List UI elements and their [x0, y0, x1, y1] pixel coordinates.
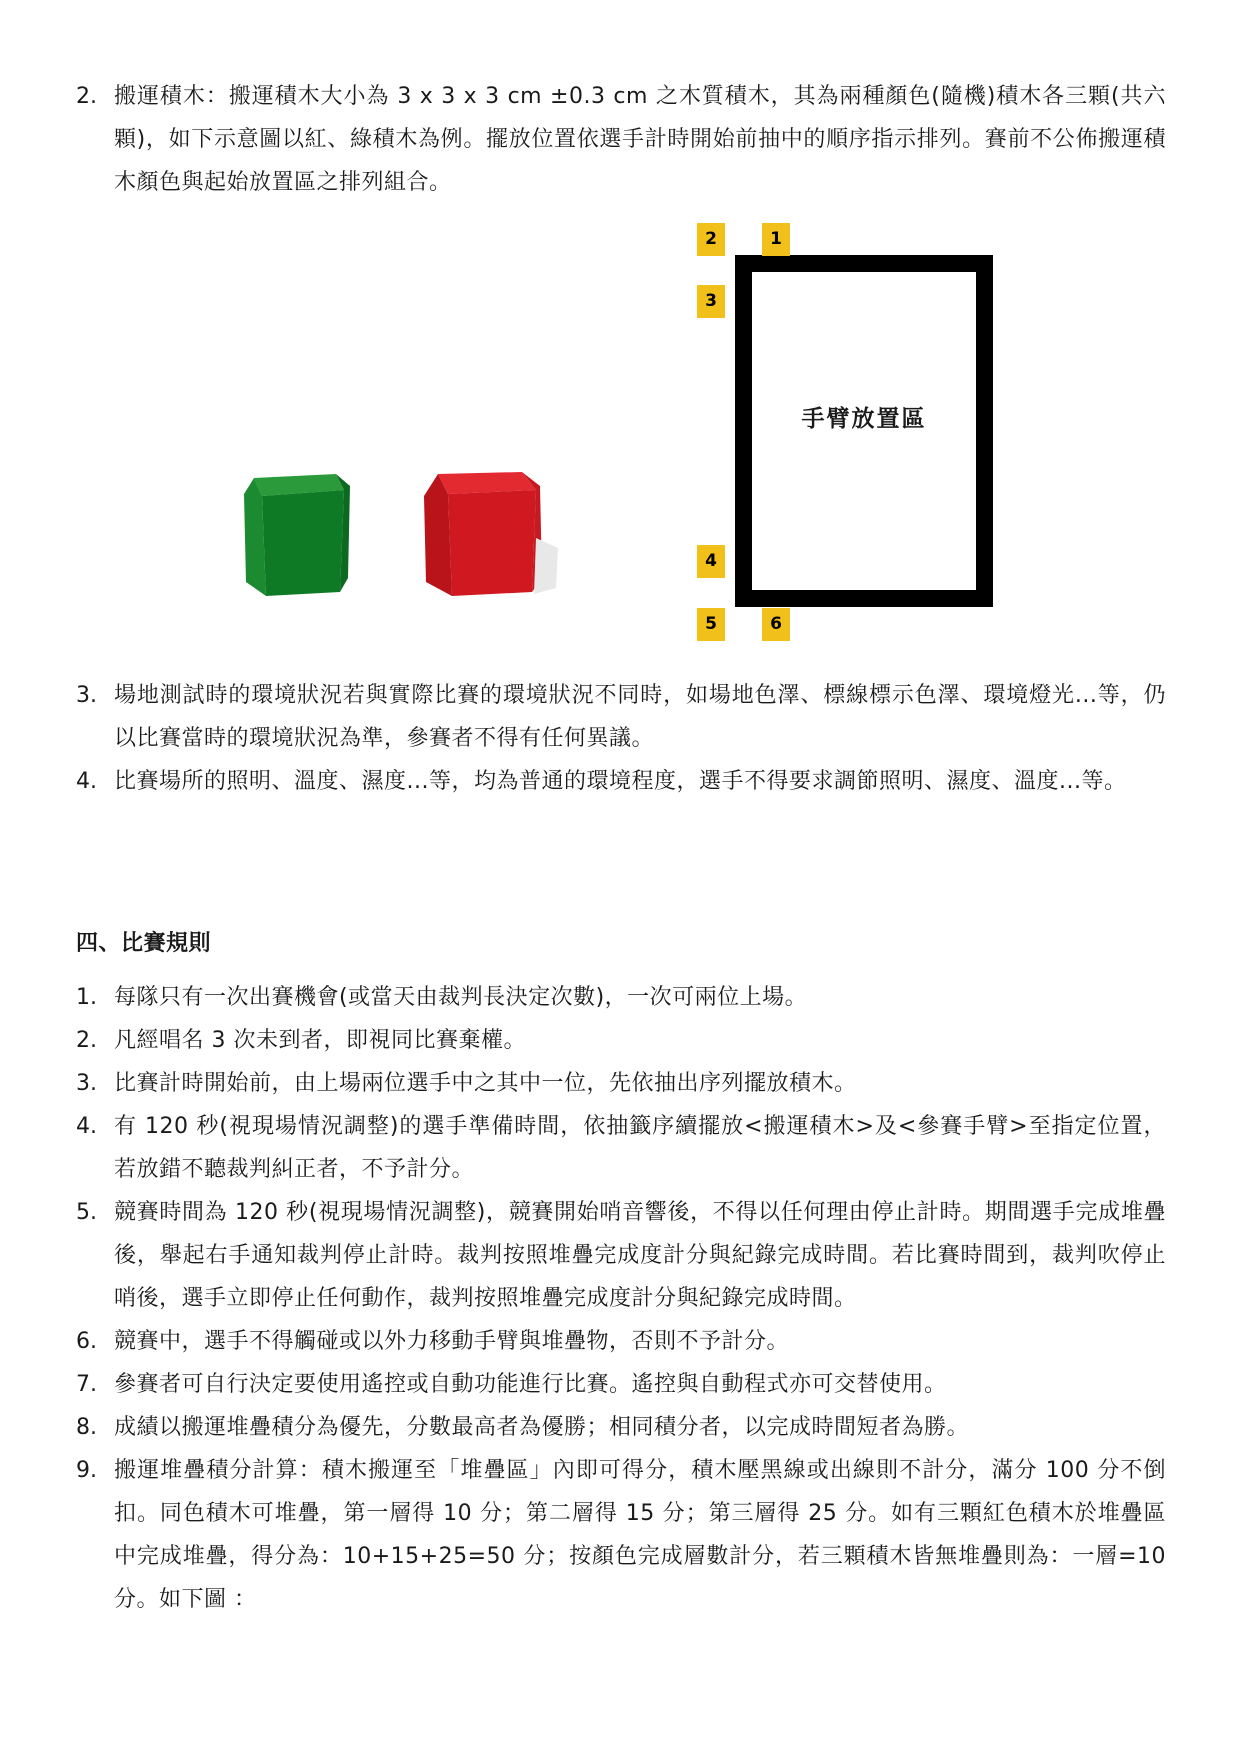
- list-item-number: 1.: [76, 985, 97, 1010]
- list-item: [76, 1105, 1166, 1191]
- list-item: [76, 1406, 1166, 1449]
- list-item-number: 7.: [76, 1372, 97, 1397]
- list-item: [76, 1320, 1166, 1363]
- arm-placement-area-label: 手臂放置區: [801, 405, 927, 432]
- red-block-image: [418, 468, 560, 598]
- list-item-text: 場地測試時的環境狀況若與實際比賽的環境狀況不同時，如場地色澤、標線標示色澤、環境燈光...等，仍以比賽當時的環境狀況為準，參賽者不得有任何異議。: [114, 683, 1166, 751]
- list-item: [76, 1019, 1166, 1062]
- list-item-number: 8.: [76, 1415, 97, 1440]
- section-heading: 四、比賽規則: [76, 931, 212, 956]
- list-item: [76, 1062, 1166, 1105]
- block-layout-figure: [230, 218, 1030, 648]
- list-item: [76, 976, 1166, 1019]
- list-item-text: 比賽場所的照明、溫度、濕度...等，均為普通的環境程度，選手不得要求調節照明、濕度、溫度...等。: [114, 769, 1127, 794]
- list-item-number: 9.: [76, 1458, 97, 1483]
- list-item-number: 6.: [76, 1329, 97, 1354]
- list-item: [76, 674, 1166, 760]
- list-item-text: 競賽時間為 120 秒(視現場情況調整)，競賽開始哨音響後，不得以任何理由停止計時。期間選手完成堆疊後，舉起右手通知裁判停止計時。裁判按照堆疊完成度計分與紀錄完成時間。若比賽時間到，裁判吹停止哨後，選手立即停止任何動作，裁判按照堆疊完成度計分與紀錄完成時間。: [114, 1200, 1166, 1311]
- position-marker: 1: [762, 223, 790, 256]
- list-item-number: 3.: [76, 1071, 97, 1096]
- list-item-text: 有 120 秒(視現場情況調整)的選手準備時間，依抽籤序續擺放<搬運積木>及<參賽手臂>至指定位置，若放錯不聽裁判糾正者，不予計分。: [114, 1114, 1166, 1182]
- list-item-text: 成績以搬運堆疊積分為優先，分數最高者為優勝；相同積分者，以完成時間短者為勝。: [114, 1415, 970, 1440]
- list-item-number: 4.: [76, 1114, 97, 1139]
- list-item: [76, 1449, 1166, 1621]
- list-item: [76, 760, 1166, 803]
- list-item-number: 2.: [76, 84, 97, 109]
- list-item-text: 參賽者可自行決定要使用遙控或自動功能進行比賽。遙控與自動程式亦可交替使用。: [114, 1372, 947, 1397]
- list-item: [76, 75, 1166, 204]
- list-item: [76, 1363, 1166, 1406]
- position-marker: 5: [697, 608, 725, 641]
- list-item-text: 搬運堆疊積分計算：積木搬運至「堆疊區」內即可得分，積木壓黑線或出線則不計分，滿分 100 分不倒扣。同色積木可堆疊，第一層得 10 分；第二層得 15 分；第三層得 25 分。如有三顆紅色積木於堆疊區中完成堆疊，得分為：10+15+25=50 分；按顏色完成層數計分，若三顆積木皆無堆疊則為：一層=10 分。如下圖 ：: [114, 1458, 1166, 1612]
- list-item-text: 每隊只有一次出賽機會(或當天由裁判長決定次數)，一次可兩位上場。: [114, 985, 808, 1010]
- list-item-text: 搬運積木：搬運積木大小為 3 x 3 x 3 cm ±0.3 cm 之木質積木，其為兩種顏色(隨機)積木各三顆(共六顆)，如下示意圖以紅、綠積木為例。擺放位置依選手計時開始前抽中的順序指示排列。賽前不公佈搬運積木顏色與起始放置區之排列組合。: [114, 84, 1166, 195]
- list-item-number: 3.: [76, 683, 97, 708]
- green-block-image: [240, 470, 352, 598]
- list-item-text: 凡經唱名 3 次未到者，即視同比賽棄權。: [114, 1028, 526, 1053]
- list-item-text: 競賽中，選手不得觸碰或以外力移動手臂與堆疊物，否則不予計分。: [114, 1329, 790, 1354]
- list-item-text: 比賽計時開始前，由上場兩位選手中之其中一位，先依抽出序列擺放積木。: [114, 1071, 857, 1096]
- position-marker: 6: [762, 608, 790, 641]
- position-marker: 2: [697, 223, 725, 256]
- list-item-number: 4.: [76, 769, 97, 794]
- list-item-number: 2.: [76, 1028, 97, 1053]
- position-marker: 4: [697, 545, 725, 578]
- list-item-number: 5.: [76, 1200, 97, 1225]
- position-marker: 3: [697, 285, 725, 318]
- arm-placement-area: [735, 255, 993, 607]
- list-item: [76, 1191, 1166, 1320]
